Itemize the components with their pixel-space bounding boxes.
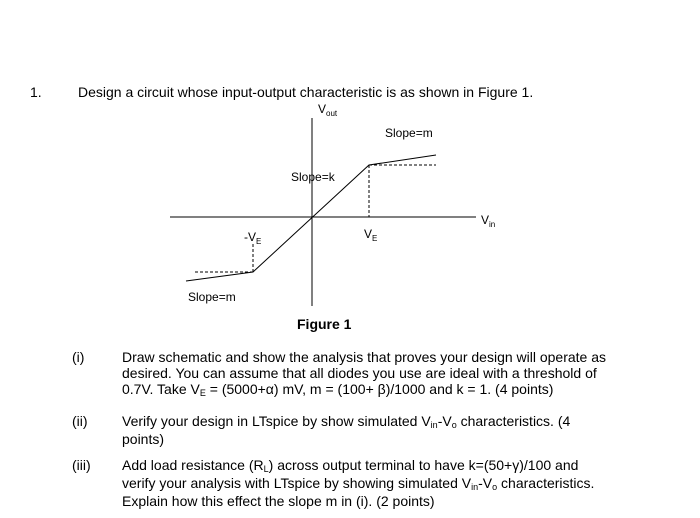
figure-caption: Figure 1 (297, 316, 352, 332)
slope-bottom-label: Slope=m (188, 290, 236, 304)
part-number: (iii) (72, 457, 91, 473)
part-text-line: Add load resistance $(R_L)$ across output terminal to have k=(50+γ)/100 and (122, 457, 579, 474)
ve-positive-label: $V_E$ (364, 227, 378, 243)
slope-top-label: Slope=m (385, 126, 433, 140)
slope-mid-label: Slope=k (291, 170, 335, 184)
question-number: 1. (30, 84, 42, 100)
part-text-line: 0.7V. Take $V_E = (5000+\alpha)$ mV, m = (100+ β)/1000 and k = 1. (4 points) (122, 381, 554, 398)
part-text (122, 349, 642, 399)
question-text: Design a circuit whose input-output characteristic is as shown in Figure 1. (78, 84, 534, 100)
part-text-line: verify your analysis with LTspice by showing simulated $V_{in}-V_o$ characteristics. (122, 475, 595, 492)
part-text-line: desired. You can assume that all diodes you use are ideal with a threshold of (122, 365, 597, 381)
axis-y-label: $V_{out}$ (318, 102, 338, 118)
axis-x-label: $V_{in}$ (481, 213, 496, 229)
ve-negative-label: $-V_E$ (244, 230, 262, 246)
part-text-line: Draw schematic and show the analysis that proves your design will operate as (122, 349, 607, 365)
part-text-line: Explain how this effect the slope m in (i). (2 points) (122, 493, 435, 509)
part-text-line: points) (122, 431, 165, 447)
part-number: (i) (72, 349, 85, 365)
part-text (122, 413, 642, 447)
part-text-line: Verify your design in LTspice by show simulated $V_{in}-V_o$ characteristics. (4 (122, 413, 571, 430)
part-text (122, 457, 642, 509)
part-number: (ii) (72, 413, 88, 429)
